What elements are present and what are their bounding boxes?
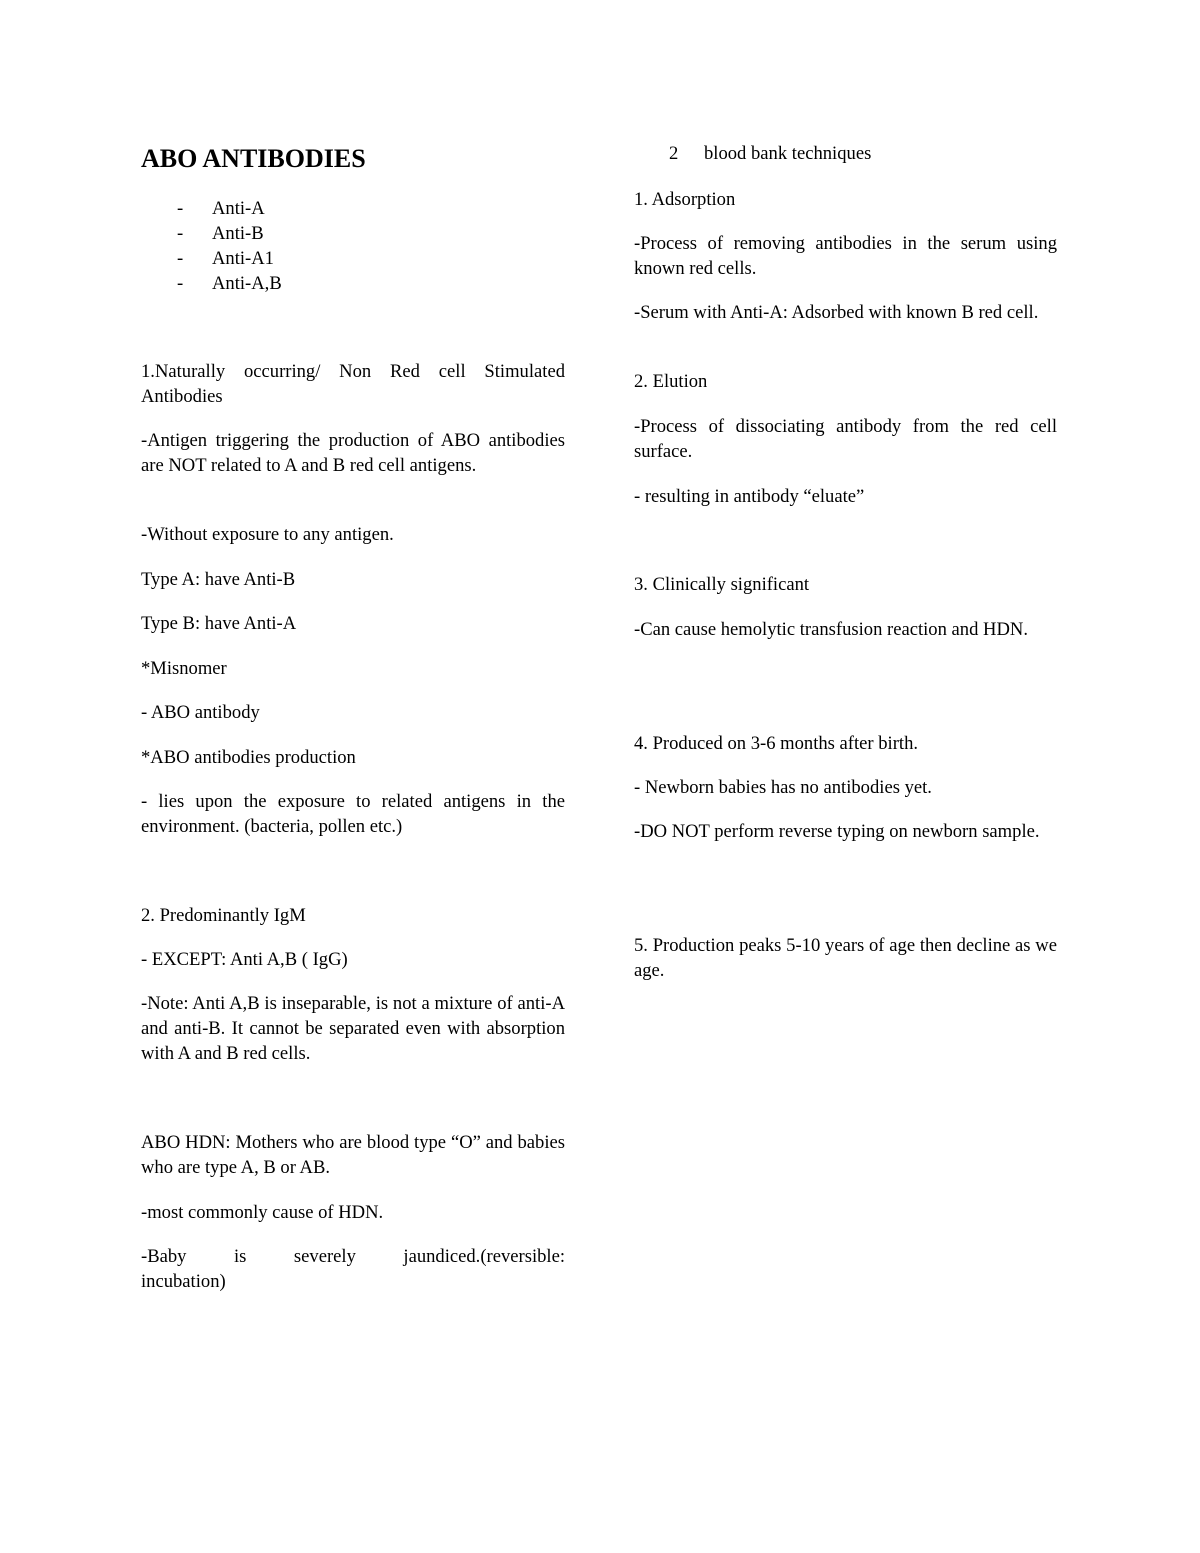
page-title: ABO ANTIBODIES bbox=[141, 144, 366, 173]
type-a-paragraph: Type A: have Anti-B bbox=[141, 569, 296, 590]
antigen-trigger-paragraph: -Antigen triggering the production of ABO antibodies are NOT related to A and B red cell antigens. bbox=[141, 430, 565, 476]
without-exposure-paragraph: -Without exposure to any antigen. bbox=[141, 524, 394, 545]
jaundiced-paragraph-line2: incubation) bbox=[141, 1271, 226, 1292]
misnomer-paragraph: *Misnomer bbox=[141, 658, 227, 679]
elution-process-paragraph: -Process of dissociating antibody from the red cell surface. bbox=[634, 416, 1057, 462]
common-cause-paragraph: -most commonly cause of HDN. bbox=[141, 1202, 384, 1223]
igm-heading: 2. Predominantly IgM bbox=[141, 905, 306, 926]
jaundiced-paragraph-line1: -Baby is severely jaundiced.(reversible: bbox=[141, 1246, 565, 1267]
note-paragraph: -Note: Anti A,B is inseparable, is not a mixture of anti-A and anti-B. It cannot be separated even with absorption with A and B red cells. bbox=[141, 993, 565, 1064]
adsorption-heading: 1. Adsorption bbox=[634, 189, 736, 210]
newborn-paragraph: - Newborn babies has no antibodies yet. bbox=[634, 777, 932, 798]
elution-heading: 2. Elution bbox=[634, 371, 708, 392]
hemolytic-paragraph: -Can cause hemolytic transfusion reaction and HDN. bbox=[634, 619, 1028, 640]
exposure-paragraph: - lies upon the exposure to related antigens in the environment. (bacteria, pollen etc.) bbox=[141, 791, 565, 837]
production-heading: *ABO antibodies production bbox=[141, 747, 356, 768]
abo-antibody-paragraph: - ABO antibody bbox=[141, 702, 260, 723]
type-b-paragraph: Type B: have Anti-A bbox=[141, 613, 297, 634]
clinically-significant-heading: 3. Clinically significant bbox=[634, 574, 810, 595]
reverse-typing-paragraph: -DO NOT perform reverse typing on newborn sample. bbox=[634, 821, 1040, 842]
abo-hdn-paragraph: ABO HDN: Mothers who are blood type “O” and babies who are type A, B or AB. bbox=[141, 1132, 565, 1178]
production-peaks-paragraph: 5. Production peaks 5-10 years of age then decline as we age. bbox=[634, 935, 1057, 981]
naturally-occurring-heading: 1.Naturally occurring/ Non Red cell Stimulated Antibodies bbox=[141, 361, 565, 407]
adsorption-serum-paragraph: -Serum with Anti-A: Adsorbed with known B red cell. bbox=[634, 302, 1039, 323]
produced-heading: 4. Produced on 3-6 months after birth. bbox=[634, 733, 919, 754]
eluate-paragraph: - resulting in antibody “eluate” bbox=[634, 486, 865, 507]
except-paragraph: - EXCEPT: Anti A,B ( IgG) bbox=[141, 949, 348, 970]
adsorption-process-paragraph: -Process of removing antibodies in the serum using known red cells. bbox=[634, 233, 1057, 279]
